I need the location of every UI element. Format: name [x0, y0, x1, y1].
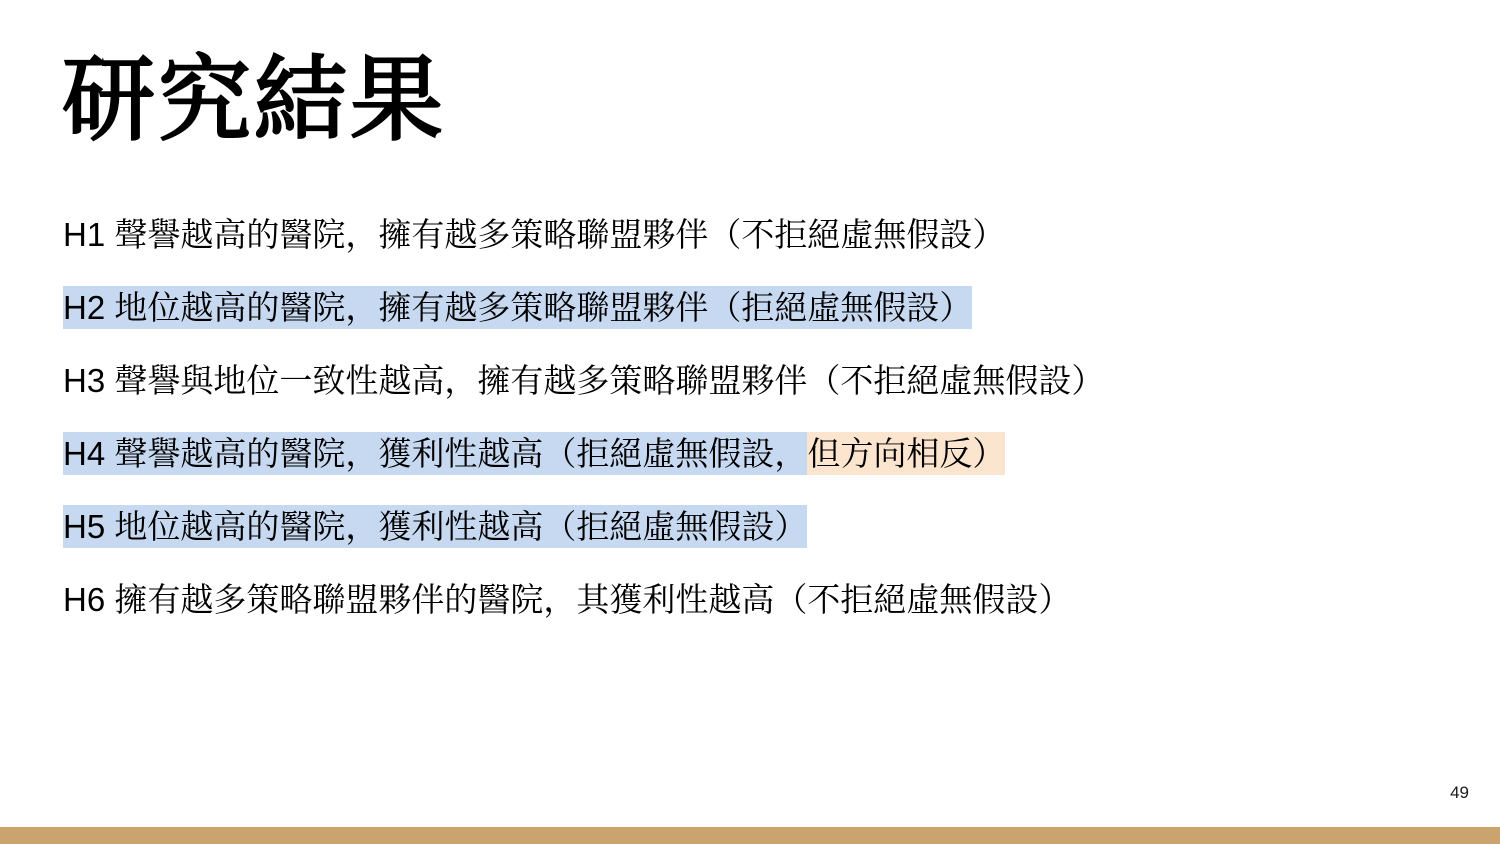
hypothesis-text-segment: H6 擁有越多策略聯盟夥伴的醫院，其獲利性越高（不拒絕虛無假設） — [63, 581, 1072, 618]
hypothesis-line-h5 — [63, 505, 1104, 548]
hypothesis-text-segment: H5 地位越高的醫院，獲利性越高（拒絕虛無假設） — [63, 505, 807, 548]
page-number: 49 — [1450, 783, 1469, 802]
slide-title: 研究結果 — [62, 48, 446, 152]
hypothesis-line-h4 — [63, 432, 1104, 475]
hypothesis-text-segment: H1 聲譽越高的醫院，擁有越多策略聯盟夥伴（不拒絕虛無假設） — [63, 216, 1006, 253]
hypotheses-list — [63, 213, 1104, 651]
hypothesis-line-h6 — [63, 578, 1104, 621]
hypothesis-line-h3 — [63, 359, 1104, 402]
hypothesis-line-h1 — [63, 213, 1104, 256]
hypothesis-text-segment: H2 地位越高的醫院，擁有越多策略聯盟夥伴（拒絕虛無假設） — [63, 286, 972, 329]
hypothesis-text-segment: H4 聲譽越高的醫院，獲利性越高（拒絕虛無假設， — [63, 432, 807, 475]
hypothesis-text-segment: 但方向相反） — [807, 432, 1005, 475]
hypothesis-text-segment: H3 聲譽與地位一致性越高，擁有越多策略聯盟夥伴（不拒絕虛無假設） — [63, 362, 1105, 399]
hypothesis-line-h2 — [63, 286, 1104, 329]
bottom-accent-bar — [0, 827, 1500, 844]
